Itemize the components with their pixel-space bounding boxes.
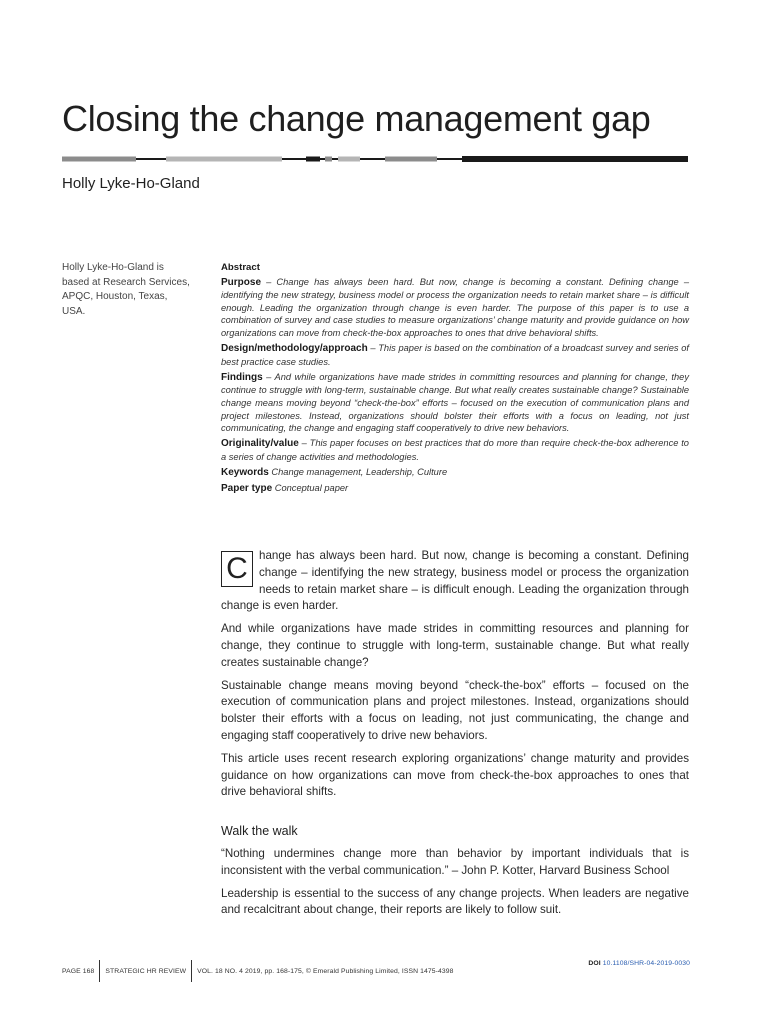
abstract-design bbox=[221, 342, 689, 368]
originality-label: Originality/value bbox=[221, 438, 299, 450]
design-label: Design/methodology/approach bbox=[221, 343, 368, 355]
abstract-paper-type bbox=[221, 482, 689, 496]
abstract-purpose bbox=[221, 276, 689, 340]
purpose-label: Purpose bbox=[221, 276, 262, 288]
body-paragraph-6: Leadership is essential to the success of any change projects. When leaders are negative and recalcitrant about change, their reports are likely to follow suit. bbox=[221, 886, 689, 917]
footer-journal: STRATEGIC HR REVIEW bbox=[105, 967, 187, 975]
footer-citation bbox=[62, 960, 454, 982]
keywords-text: Change management, Leadership, Culture bbox=[271, 466, 448, 477]
body-paragraph-4: This article uses recent research exploring organizations’ change maturity and provides guidance on how organizations can move from check-the-box approaches to ones that drive behavioral shifts. bbox=[221, 751, 689, 799]
doi-link[interactable]: 10.1108/SHR-04-2019-0030 bbox=[602, 960, 690, 967]
body-paragraph-2: And while organizations have made strides in committing resources and planning for change, they continue to struggle with long-term, sustainable change. But what really creates sustainable change? bbox=[221, 622, 689, 669]
doi-label: DOI bbox=[588, 960, 601, 967]
author-affiliation: Holly Lyke-Ho-Gland is based at Research Services, APQC, Houston, Texas, USA. bbox=[62, 262, 190, 317]
originality-text: – This paper focuses on best practices that do more than require check-the-box adherence to a series of change activities and methodologies. bbox=[221, 438, 689, 462]
author-name: Holly Lyke-Ho-Gland bbox=[62, 175, 200, 192]
abstract-keywords bbox=[221, 466, 689, 480]
abstract-heading: Abstract bbox=[221, 262, 260, 273]
abstract-block bbox=[221, 262, 689, 498]
body-quote: “Nothing undermines change more than behavior by important individuals that is inconsistent with the verbal communication.” – John P. Kotter, Harvard Business School bbox=[221, 846, 689, 877]
page-footer bbox=[62, 951, 690, 975]
title-decorative-rule bbox=[62, 155, 688, 163]
body-paragraph-1 bbox=[221, 548, 689, 615]
body-paragraph-3: Sustainable change means moving beyond “check-the-box” efforts – focused on the execution of communication plans and project milestones. Instead, organizations should bolster their efforts with a focus on leading, not just communicating, the change and engaging staff cooperatively to drive new behaviors. bbox=[221, 678, 689, 742]
article-body bbox=[221, 548, 689, 925]
purpose-text: – Change has always been hard. But now, change is becoming a constant. Defining change – identifying the new strategy, business model or process the organization needs to retain market share – is difficult enough. Leading the organization through change is even harder. The purpose of this paper is to use a combination of survey and case studies to measure organizations’ change maturity and provide guidance on how organizations can move from check-the-box approaches to ones that drive behavioral shifts. bbox=[221, 276, 689, 338]
drop-cap: C bbox=[221, 551, 253, 587]
findings-text: – And while organizations have made strides in committing resources and planning for change, they continue to struggle with long-term, sustainable change. But what really creates sustainable change? Sustainable change means moving beyond “check-the-box” efforts – focused on the execution of communication plans and project milestones. Instead, organizations should bolster their efforts with a focus on leading, not just communicating, the change and engaging staff cooperatively to drive new behaviors. bbox=[221, 371, 689, 434]
abstract-findings bbox=[221, 371, 689, 435]
body-paragraph-1-text: hange has always been hard. But now, change is becoming a constant. Defining change – identifying the new strategy, business model or process the organization needs to retain market share – is difficult enough. Leading the organization through change is even harder. bbox=[221, 549, 689, 613]
paper-type-text: Conceptual paper bbox=[274, 483, 349, 493]
design-text: – This paper is based on the combination of a broadcast survey and series of best practice case studies. bbox=[221, 343, 689, 367]
footer-doi bbox=[588, 960, 690, 967]
footer-page-number: PAGE 168 bbox=[62, 967, 95, 975]
abstract-originality bbox=[221, 437, 689, 463]
findings-label: Findings bbox=[221, 371, 263, 383]
article-title: Closing the change management gap bbox=[62, 98, 651, 139]
footer-divider bbox=[99, 960, 100, 982]
paper-type-label: Paper type bbox=[221, 483, 273, 494]
section-heading: Walk the walk bbox=[221, 824, 298, 839]
keywords-label: Keywords bbox=[221, 466, 269, 478]
footer-divider bbox=[191, 960, 192, 982]
footer-volume: VOL. 18 NO. 4 2019, pp. 168-175, © Emerald Publishing Limited, ISSN 1475-4398 bbox=[197, 967, 454, 975]
